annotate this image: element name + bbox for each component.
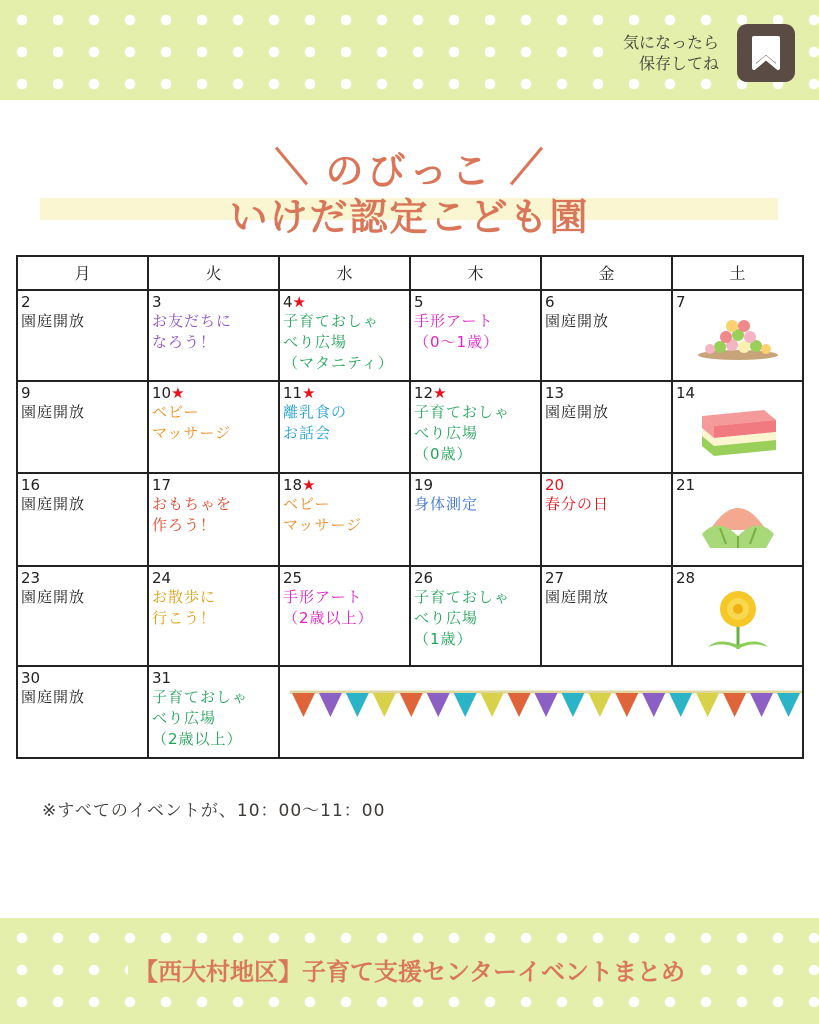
bunting-flag: [750, 693, 773, 717]
calendar-day-cell: [672, 566, 803, 667]
event-text: 園庭開放: [21, 403, 86, 422]
title-line1: のびっこ: [325, 149, 494, 193]
bunting-flag: [508, 693, 531, 717]
event-text: 手形アート （2歳以上）: [283, 587, 374, 627]
day-number: [283, 569, 406, 587]
weekday-sat: 土: [672, 256, 803, 290]
day-number-text: 24: [152, 568, 172, 587]
calendar-week-row: [17, 473, 803, 566]
event-text: ベビー マッサージ: [283, 494, 363, 534]
calendar-day-cell: [148, 566, 279, 667]
day-number-text: 4: [283, 293, 293, 311]
bunting-flag: [427, 693, 450, 717]
calendar-day-cell: [148, 666, 279, 758]
bunting-flag: [535, 693, 558, 717]
bunting-flag: [346, 693, 369, 717]
day-number-text: 20: [545, 475, 565, 494]
day-number: [545, 384, 668, 402]
weekday-header-row: [17, 256, 803, 290]
calendar-day-cell: [17, 381, 148, 472]
dandelion-icon: [676, 587, 799, 659]
day-number-text: 13: [545, 384, 565, 403]
day-number: [283, 476, 406, 494]
day-number-text: 3: [152, 293, 162, 311]
save-hint: [619, 32, 723, 74]
day-number-text: 17: [152, 475, 172, 494]
day-number: [676, 569, 799, 587]
calendar-day-cell: [410, 290, 541, 381]
event-text: 春分の日: [545, 494, 610, 513]
day-number: [414, 569, 537, 587]
day-number: [283, 384, 406, 402]
bookmark-icon: [752, 36, 780, 70]
day-number-text: 12: [414, 384, 434, 403]
day-number: [152, 669, 275, 687]
day-number: [152, 569, 275, 587]
event-text: 子育ておしゃ べり広場 （2歳以上）: [152, 688, 249, 749]
bookmark-button[interactable]: [737, 24, 795, 82]
event-text: ベビー マッサージ: [152, 403, 232, 443]
star-icon: ★: [292, 293, 306, 311]
day-number: [676, 293, 799, 311]
calendar-day-cell: [279, 290, 410, 381]
calendar-week-row: [17, 566, 803, 667]
day-number-text: 2: [21, 293, 31, 311]
calendar-day-cell: [410, 473, 541, 566]
calendar-day-cell: [17, 666, 148, 758]
day-number-text: 14: [676, 384, 696, 403]
day-number: [545, 569, 668, 587]
star-icon: ★: [433, 384, 447, 403]
day-number: [21, 669, 144, 687]
day-number-text: 11: [283, 384, 303, 403]
day-number-text: 25: [283, 568, 303, 587]
calendar-day-cell: [541, 473, 672, 566]
event-text: 手形アート （0〜1歳）: [414, 312, 500, 351]
bunting-decoration: [290, 689, 802, 723]
weekday-mon: 月: [17, 256, 148, 290]
day-number: [152, 293, 275, 311]
day-number: [414, 293, 537, 311]
event-text: 園庭開放: [21, 494, 86, 513]
weekday-tue: 火: [148, 256, 279, 290]
time-note: ※すべてのイベントが、10：00〜11：00: [42, 801, 386, 821]
weekday-wed: 水: [279, 256, 410, 290]
bunting-flag: [777, 693, 800, 717]
day-number: [21, 569, 144, 587]
event-text: 子育ておしゃ べり広場 （マタニティ）: [283, 312, 394, 372]
calendar-day-cell: [17, 473, 148, 566]
day-number-text: 19: [414, 475, 434, 494]
day-number: [21, 293, 144, 311]
weekday-thu: 木: [410, 256, 541, 290]
day-number: [152, 476, 275, 494]
day-number-text: 5: [414, 293, 424, 311]
event-text: 園庭開放: [545, 587, 610, 606]
event-text: 園庭開放: [21, 312, 86, 330]
calendar-day-cell: [410, 566, 541, 667]
day-number-text: 10: [152, 384, 172, 403]
event-text: 身体測定: [414, 494, 479, 513]
weekday-fri: 金: [541, 256, 672, 290]
event-text: 離乳食の お話会: [283, 403, 348, 443]
calendar-day-cell: [148, 473, 279, 566]
day-number-text: 27: [545, 568, 565, 587]
bunting-flag: [481, 693, 504, 717]
calendar-day-cell: [672, 381, 803, 472]
day-number-text: 18: [283, 475, 303, 494]
day-number: [21, 384, 144, 402]
hishimochi-icon: [676, 402, 799, 464]
calendar-day-cell: [410, 381, 541, 472]
bunting-flag: [561, 693, 584, 717]
hina-arare-icon: [676, 311, 799, 369]
event-text: 園庭開放: [545, 403, 610, 422]
event-text: おもちゃを 作ろう！: [152, 494, 233, 534]
day-number-text: 26: [414, 568, 434, 587]
save-hint-line1: 気になったら: [622, 33, 719, 52]
day-number-text: 6: [545, 293, 555, 311]
day-number: [414, 384, 537, 402]
day-number: [676, 476, 799, 494]
save-hint-line2: 保存してね: [638, 54, 719, 73]
event-text: 子育ておしゃ べり広場 （0歳）: [414, 403, 511, 464]
day-number: [152, 384, 275, 402]
calendar-day-cell: [541, 290, 672, 381]
day-number-text: 28: [676, 568, 696, 587]
event-text: お友だちに なろう！: [152, 312, 233, 351]
title-line2: いけだ認定こども園: [229, 195, 590, 239]
event-text: 子育ておしゃ べり広場 （1歳）: [414, 587, 511, 648]
bunting-flag: [615, 693, 638, 717]
event-text: 園庭開放: [21, 688, 86, 707]
bunting-flag: [669, 693, 692, 717]
day-number-text: 30: [21, 669, 41, 688]
day-number-text: 9: [21, 384, 31, 403]
star-icon: ★: [171, 384, 185, 403]
event-text: 園庭開放: [545, 312, 610, 330]
calendar-day-cell: [672, 290, 803, 381]
star-icon: ★: [302, 384, 316, 403]
event-text: お散歩に 行こう！: [152, 587, 217, 627]
calendar-day-cell: [541, 381, 672, 472]
calendar-day-cell: [279, 473, 410, 566]
day-number: [283, 293, 406, 311]
bunting-flag: [292, 693, 315, 717]
calendar-day-cell: [279, 566, 410, 667]
bunting-flag: [373, 693, 396, 717]
calendar-day-cell: [279, 381, 410, 472]
day-number: [414, 476, 537, 494]
day-number-text: 7: [676, 293, 686, 311]
footer-title-text: 【西大村地区】子育て支援センターイベントまとめ: [128, 958, 691, 986]
bunting-flag: [588, 693, 611, 717]
calendar-day-cell: [17, 290, 148, 381]
day-number-text: 23: [21, 568, 41, 587]
day-number: [676, 384, 799, 402]
calendar-week-row: [17, 381, 803, 472]
star-icon: ★: [302, 475, 316, 494]
event-text: 園庭開放: [21, 587, 86, 606]
bunting-flag: [319, 693, 342, 717]
day-number: [545, 293, 668, 311]
calendar-day-cell: [541, 566, 672, 667]
day-number-text: 21: [676, 475, 696, 494]
bunting-flag: [642, 693, 665, 717]
bunting-flag: [400, 693, 423, 717]
sakuramochi-icon: [676, 494, 799, 558]
calendar-week-row: [17, 290, 803, 381]
bunting-flag: [454, 693, 477, 717]
footer-title: [0, 952, 819, 987]
event-calendar: [16, 255, 804, 759]
calendar-day-cell: [148, 381, 279, 472]
day-number: [21, 476, 144, 494]
bunting-flag: [696, 693, 719, 717]
calendar-day-cell: [17, 566, 148, 667]
day-number-text: 31: [152, 669, 172, 688]
bunting-flag: [723, 693, 746, 717]
day-number: [545, 476, 668, 494]
calendar-day-cell: [148, 290, 279, 381]
calendar-day-cell: [672, 473, 803, 566]
day-number-text: 16: [21, 475, 41, 494]
